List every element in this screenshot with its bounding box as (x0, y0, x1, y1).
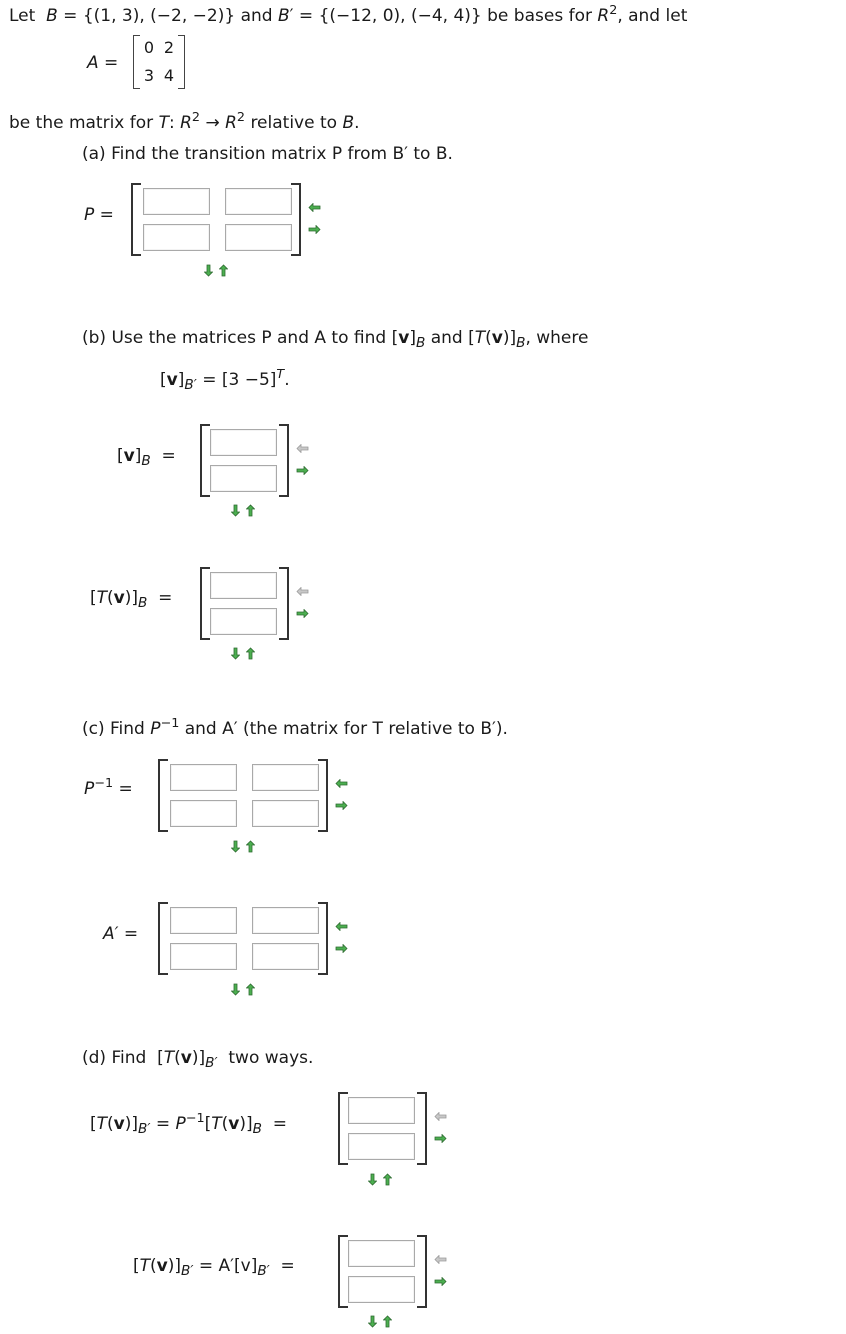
P-input-r2c2[interactable] (225, 224, 292, 251)
Aprime-label: A′ = (103, 924, 139, 944)
basis-B: {(1, 3), (−2, −2)} (82, 6, 236, 26)
Aprime-input-r2c1[interactable] (170, 943, 237, 970)
add-row-arrow-icon[interactable] (231, 840, 240, 853)
add-column-arrow-icon[interactable] (335, 944, 348, 953)
add-row-arrow-icon[interactable] (204, 264, 213, 277)
P-input-r1c1[interactable] (143, 188, 210, 215)
add-row-arrow-icon[interactable] (231, 647, 240, 660)
way1-equation: $[T(v)]_{B'} = P^{-1}[T(v)]_B$ = (90, 1111, 287, 1138)
A-cell: 0 (143, 38, 155, 57)
vB-input-r1[interactable] (210, 429, 277, 456)
intro-line-2: be the matrix for T: $R^2 \to R^2$ relative to B. (9, 110, 360, 133)
remove-row-arrow-icon[interactable] (383, 1173, 392, 1186)
part-c-question: (c) Find $P^{-1}$ and A′ (the matrix for T relative to B′). (82, 716, 508, 739)
vB-input-r2[interactable] (210, 465, 277, 492)
add-column-arrow-icon[interactable] (434, 1134, 447, 1143)
add-column-arrow-icon[interactable] (308, 225, 321, 234)
part-b-where: , where (525, 328, 589, 348)
intro-line: Let B = {(1, 3), (−2, −2)} and B′ = {(−12, 0), (−4, 4)} be bases for $R^2$, and let (9, 3, 688, 26)
way1-input-r1[interactable] (348, 1097, 415, 1124)
P-input-r2c1[interactable] (143, 224, 210, 251)
r-exponent: 2 (609, 3, 618, 18)
A-label: A = (87, 53, 119, 73)
B-symbol: B (342, 113, 355, 133)
part-c-suffix: and A′ (the matrix for T relative to B′). (184, 719, 508, 739)
P-input-r1c2[interactable] (225, 188, 292, 215)
Pinv-input-r1c2[interactable] (252, 764, 319, 791)
matrix-Aprime-widget (158, 902, 326, 975)
matrix-way2-widget (338, 1235, 425, 1308)
Aprime-input-r1c1[interactable] (170, 907, 237, 934)
map-arrow: → (205, 113, 220, 133)
Pinv-input-r2c2[interactable] (252, 800, 319, 827)
given-vector: $[v]_{B'} = [3 -5]^T$. (160, 367, 290, 394)
remove-column-arrow-icon[interactable] (434, 1255, 447, 1264)
T-symbol: T (158, 113, 169, 133)
way2-input-r2[interactable] (348, 1276, 415, 1303)
add-column-arrow-icon[interactable] (335, 801, 348, 810)
remove-row-arrow-icon[interactable] (383, 1315, 392, 1328)
part-a-question: (a) Find the transition matrix P from B′ to B. (82, 144, 453, 164)
part-b-question: (b) Use the matrices P and A to find $[v]_B$ and $[T(v)]_B$, where (82, 328, 589, 352)
part-b-text: (b) Use the matrices P and A to find (82, 328, 387, 348)
let-text: Let (9, 6, 36, 26)
TvB-input-r2[interactable] (210, 608, 277, 635)
Pinv-exponent: −1 (94, 776, 114, 791)
matrix-Pinv-widget (158, 759, 326, 832)
Pinv-symbol: P (84, 779, 95, 799)
remove-column-arrow-icon[interactable] (335, 779, 348, 788)
part-c-text: (c) Find (82, 719, 145, 739)
be-matrix-text: be the matrix for (9, 113, 154, 133)
TvB-label: $[T(v)]_B$ = (90, 588, 173, 612)
bases-text: be bases for (487, 6, 592, 26)
and-text: and (240, 6, 273, 26)
remove-column-arrow-icon[interactable] (335, 922, 348, 931)
add-row-arrow-icon[interactable] (368, 1173, 377, 1186)
P-label: P = (84, 205, 114, 225)
way2-rhs: = A′[v] (198, 1256, 258, 1276)
part-d-text: (d) Find (82, 1048, 147, 1068)
remove-row-arrow-icon[interactable] (246, 647, 255, 660)
part-b-and: and (430, 328, 463, 348)
part-d-question: (d) Find $[T(v)]_{B'}$ two ways. (82, 1048, 314, 1072)
add-column-arrow-icon[interactable] (296, 609, 309, 618)
way1-input-r2[interactable] (348, 1133, 415, 1160)
Pinv-input-r1c1[interactable] (170, 764, 237, 791)
r-symbol: R (597, 6, 610, 26)
way2-input-r1[interactable] (348, 1240, 415, 1267)
remove-row-arrow-icon[interactable] (246, 983, 255, 996)
remove-column-arrow-icon[interactable] (308, 203, 321, 212)
remove-row-arrow-icon[interactable] (246, 504, 255, 517)
remove-column-arrow-icon[interactable] (434, 1112, 447, 1121)
period: . (354, 113, 360, 133)
add-row-arrow-icon[interactable] (231, 504, 240, 517)
matrix-P-widget (131, 183, 299, 256)
add-column-arrow-icon[interactable] (296, 466, 309, 475)
part-d-suffix: two ways. (228, 1048, 314, 1068)
Aprime-input-r1c2[interactable] (252, 907, 319, 934)
add-column-arrow-icon[interactable] (434, 1277, 447, 1286)
add-row-arrow-icon[interactable] (368, 1315, 377, 1328)
remove-row-arrow-icon[interactable] (246, 840, 255, 853)
remove-row-arrow-icon[interactable] (219, 264, 228, 277)
way2-equation: $[T(v)]_{B'} = A'[v]_{B'}$ = (133, 1256, 295, 1280)
Pinv-input-r2c1[interactable] (170, 800, 237, 827)
A-cell: 4 (163, 66, 175, 85)
add-row-arrow-icon[interactable] (231, 983, 240, 996)
Pinv-label: $P^{-1}$ = (84, 776, 133, 799)
A-cell: 3 (143, 66, 155, 85)
given-vector-value: = [3 −5] (202, 370, 277, 390)
remove-column-arrow-icon[interactable] (296, 587, 309, 596)
basis-Bprime: {(−12, 0), (−4, 4)} (318, 6, 482, 26)
matrix-way1-widget (338, 1092, 425, 1165)
matrix-TvB-widget (200, 567, 287, 640)
matrix-vB-widget (200, 424, 287, 497)
and-let-text: , and let (617, 6, 688, 26)
Aprime-input-r2c2[interactable] (252, 943, 319, 970)
remove-column-arrow-icon[interactable] (296, 444, 309, 453)
vB-label: $[v]_B$ = (117, 446, 176, 470)
A-cell: 2 (163, 38, 175, 57)
matrix-A (133, 35, 185, 89)
relative-to-text: relative to (250, 113, 338, 133)
way1-rhs: = P (155, 1114, 186, 1134)
TvB-input-r1[interactable] (210, 572, 277, 599)
